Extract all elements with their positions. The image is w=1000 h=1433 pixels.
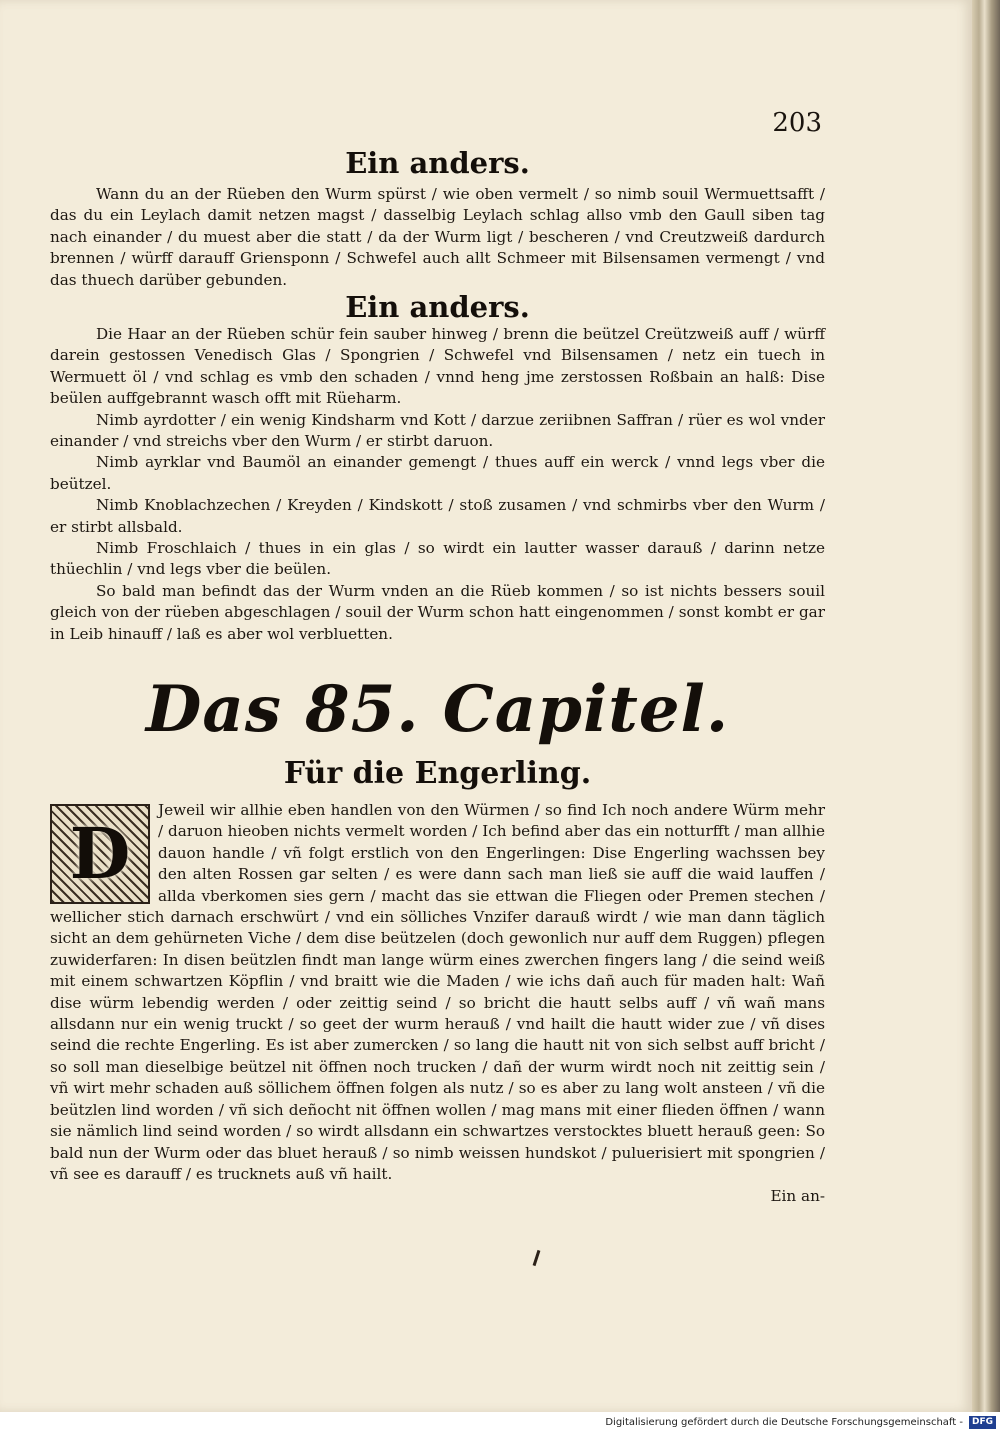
- section-1-body: [50, 184, 825, 291]
- paragraph: Nimb ayrdotter / ein wenig Kindsharm vnd Kott / darzue zeriibnen Saffran / rüer es wol vnder einander / vnd streichs vber den Wurm / er stirbt daruon.: [50, 410, 825, 451]
- dfg-logo: DFG: [969, 1416, 996, 1429]
- paragraph: Nimb Froschlaich / thues in ein glas / so wirdt ein lautter wasser darauß / darinn netze thüechlin / vnd legs vber die beülen.: [50, 539, 825, 579]
- section-heading-1: Ein anders.: [345, 146, 530, 180]
- page-edge: [972, 0, 1000, 1412]
- chapter-body: [50, 800, 825, 1208]
- catchword: Ein an-: [770, 1187, 825, 1206]
- decorated-initial: [50, 804, 150, 904]
- section-2-body: [50, 324, 825, 645]
- paragraph: Nimb Knoblachzechen / Kreyden / Kindskott / stoß zusamen / vnd schmirbs vber den Wurm / er stirbt allsbald.: [50, 496, 825, 536]
- footer-credit: Digitalisierung gefördert durch die Deutsche Forschungsgemeinschaft -: [605, 1417, 963, 1428]
- paragraph: Die Haar an der Rüeben schür fein sauber hinweg / brenn die beützel Creützweiß auff / würff darein gestossen Venedisch Glas / Spongrien / Schwefel vnd Bilsensamen / netz ein tuech in Wermuett öl / vnd schlag es vmb den schaden / vnnd heng jme zerstossen Roßbain an halß: Dise beülen auffgebrannt wasch offt mit Rüeharm.: [50, 325, 825, 408]
- footer-bar: [0, 1412, 1000, 1433]
- ink-mark: [533, 1250, 541, 1266]
- initial-letter: D: [69, 812, 131, 896]
- chapter-title: Das 85. Capitel.: [145, 672, 730, 747]
- paragraph: Wann du an der Rüeben den Wurm spürst / wie oben vermelt / so nimb souil Wermuettsafft / das du ein Leylach damit netzen magst / dasselbig Leylach schlag allso vmb den Gaull siben tag nach einander / du muest aber die statt / da der Wurm ligt / bescheren / vnd Creutzweiß dardurch brennen / würff darauff Griensponn / Schwefel auch allt Schmeer mit Bilsensamen vermengt / vnd das thuech darüber gebunden.: [50, 185, 825, 289]
- section-heading-2: Ein anders.: [345, 290, 530, 324]
- page-number: 203: [772, 108, 822, 138]
- chapter-subtitle: Für die Engerling.: [283, 756, 592, 791]
- paragraph: Jeweil wir allhie eben handlen von den Würmen / so find Ich noch andere Würm mehr / daruon hieoben nichts vermelt worden / Ich befind aber das ein notturfft / man allhie dauon handle / vñ folgt erstlich von den Engerlingen: Dise Engerling wachssen bey den alten Rossen gar selten / es were dann sach man ließ sie auff die waid lauffen / allda vberkomen sies gern / macht das sie ettwan die Fliegen oder Premen stechen / wellicher stich darnach erschwürt / vnd ein sölliches Vnzifer darauß wirdt / wie man dann täglich sicht an dem gehürneten Viche / dem dise beützelen (doch gewonlich nur auff dem Ruggen) pflegen zuwiderfaren: In disen beützlen findt man lange würm eines zwerchen fingers lang / die seind weiß mit einem schwartzen Köpflin / vnd braitt wie die Maden / wie ichs dañ auch für maden halt: Wañ dise würm lebendig werden / oder zeittig seind / so bricht die hautt selbs auff / vñ wañ mans allsdann nur ein wenig truckt / so geet der wurm herauß / vnd hailt die hautt wider zue / vñ dises seind die rechte Engerling. Es ist aber zumercken / so lang die hautt nit von sich selbst auff bricht / so soll man dieselbige beützel nit öffnen noch trucken / dañ der wurm wirdt noch nit zeittig sein / vñ wirt mehr schaden auß söllichem öffnen folgen als nutz / so es aber zu lang wolt ansteen / vñ die beützlen lind worden / vñ sich deñocht nit öffnen wollen / mag mans mit einer flieden öffnen / wann sie nämlich lind seind worden / so wirdt allsdann ein schwartzes verstocktes bluett herauß geen: So bald nun der Wurm oder das bluet herauß / so nimb weissen hundskot / puluerisiert mit spongrien / vñ see es darauff / es trucknets auß vñ hailt.: [50, 801, 825, 1183]
- paragraph: So bald man befindt das der Wurm vnden an die Rüeb kommen / so ist nichts bessers souil gleich von der rüeben abgeschlagen / souil der Wurm schon hatt eingenommen / sonst kombt er gar in Leib hinauff / laß es aber wol verbluetten.: [50, 581, 825, 643]
- paragraph: Nimb ayrklar vnd Baumöl an einander gemengt / thues auff ein werck / vnnd legs vber die beützel.: [50, 453, 825, 493]
